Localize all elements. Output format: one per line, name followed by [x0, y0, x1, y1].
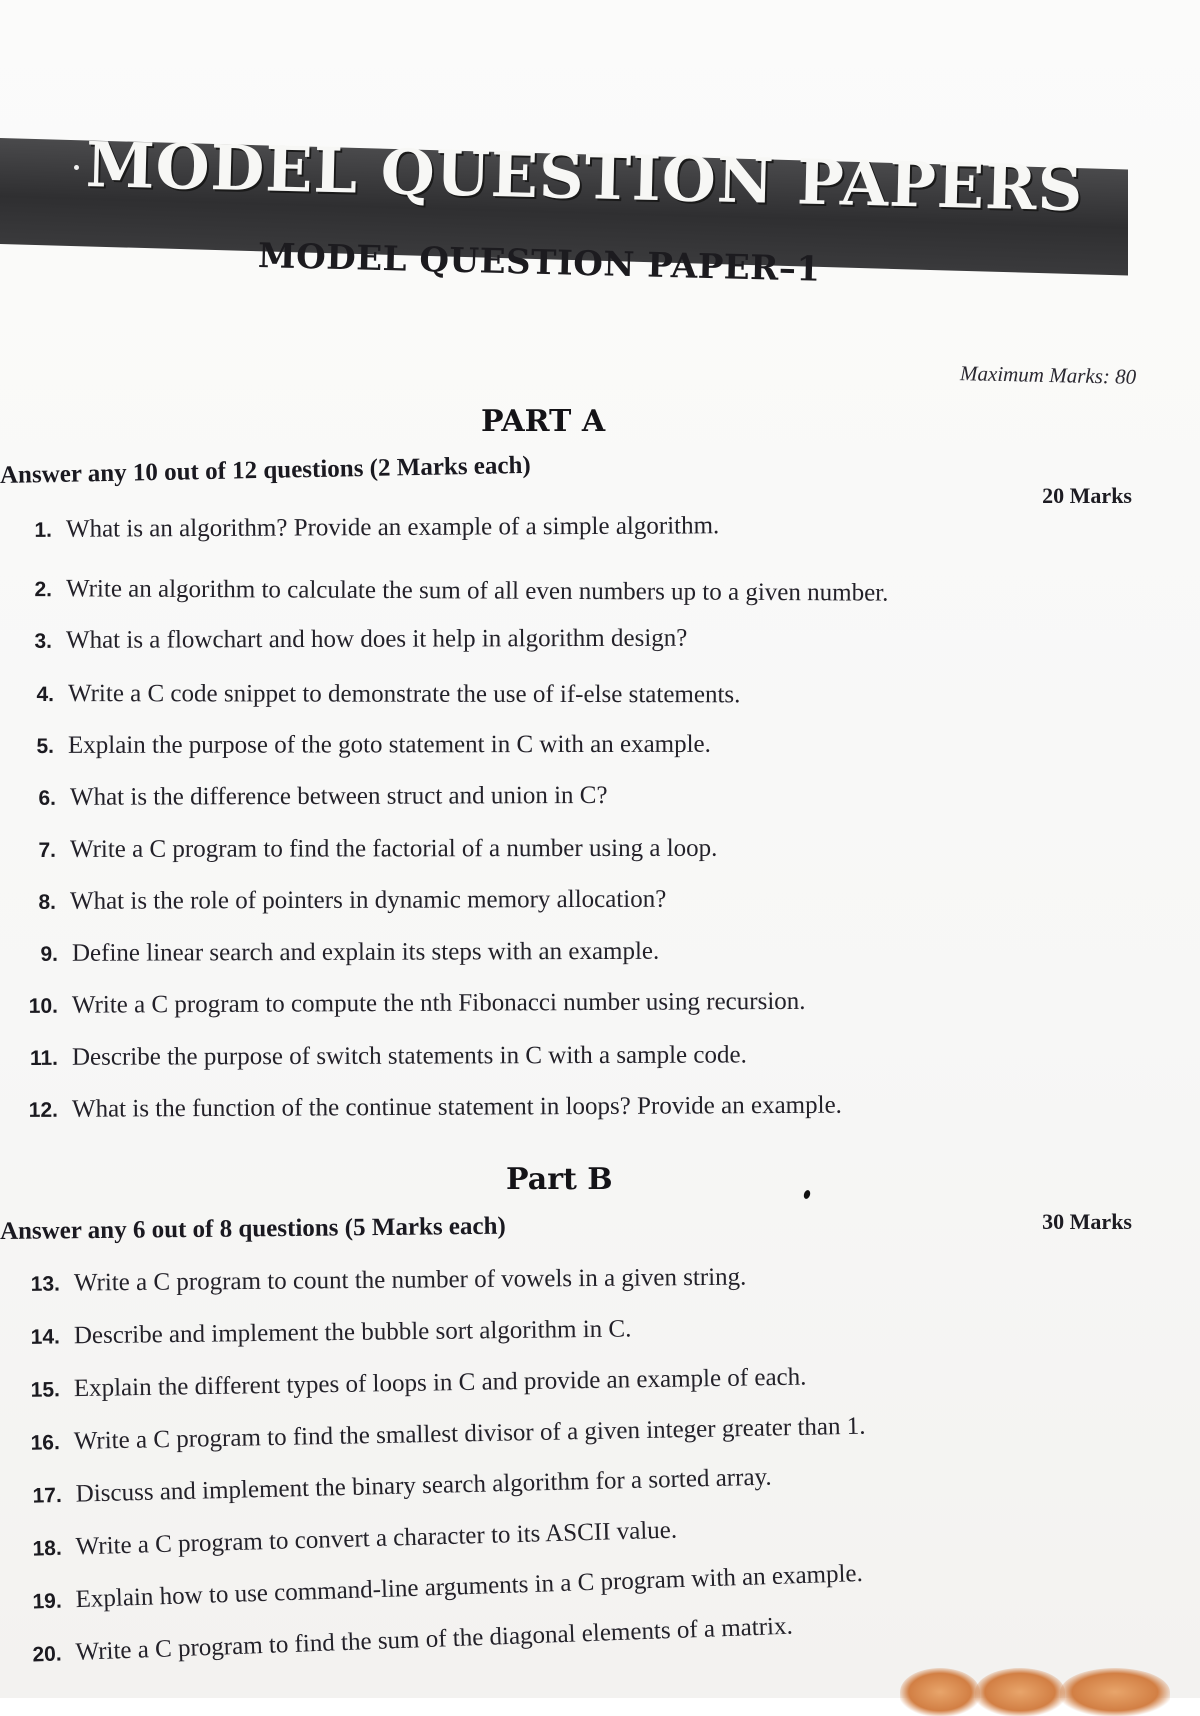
question-text: Write a C program to convert a character to its ASCII value.	[75, 1516, 678, 1561]
question-item	[8, 626, 1108, 670]
question-item	[12, 783, 1112, 827]
part-b-marks: 30 Marks	[1042, 1209, 1132, 1234]
banner-title: MODEL QUESTION PAPERS	[85, 128, 1085, 226]
question-text: Write a C code snippet to demonstrate the use of if-else statements.	[67, 680, 741, 709]
question-item	[12, 834, 1112, 879]
question-item	[14, 939, 1114, 983]
ink-speck	[803, 1189, 812, 1200]
finger-shadow	[900, 1668, 980, 1716]
question-number: 1.	[34, 518, 53, 542]
question-text: Describe the purpose of switch statements in C with a sample code.	[71, 1041, 747, 1071]
part-a-heading: PART A	[481, 404, 606, 439]
question-number: 9.	[40, 942, 59, 966]
question-number: 8.	[38, 890, 57, 914]
question-number: 13.	[30, 1272, 61, 1296]
question-number: 10.	[28, 994, 59, 1018]
question-number: 19.	[32, 1589, 63, 1614]
question-number: 4.	[36, 683, 55, 707]
question-item	[8, 513, 1108, 559]
question-item	[12, 887, 1112, 931]
part-b-instruction: Answer any 6 out of 8 questions (5 Marks each)	[0, 1212, 506, 1245]
question-text: What is an algorithm? Provide an example of a simple algorithm.	[65, 512, 720, 543]
question-text: Write a C program to find the smallest divisor of a given integer greater than 1.	[73, 1412, 866, 1455]
question-number: 3.	[34, 629, 53, 653]
question-text: Explain how to use command-line arguments in a C program with an example.	[75, 1559, 864, 1614]
question-number: 20.	[32, 1642, 63, 1667]
question-number: 6.	[38, 786, 57, 810]
question-number: 11.	[29, 1046, 59, 1070]
maximum-marks: Maximum Marks: 80	[959, 361, 1137, 389]
question-text: What is the role of pointers in dynamic memory allocation?	[69, 885, 667, 915]
question-text: Write a C program to find the factorial of a number using a loop.	[69, 834, 718, 863]
question-item	[16, 1313, 1116, 1366]
question-item	[14, 1043, 1114, 1087]
question-number: 12.	[28, 1098, 59, 1122]
question-number: 5.	[36, 734, 55, 758]
paper-title: MODEL QUESTION PAPER–1	[257, 236, 822, 290]
question-text: Write a C program to count the number of vowels in a given string.	[73, 1263, 747, 1297]
question-item	[10, 680, 1110, 725]
question-text: Write a C program to find the sum of the diagonal elements of a matrix.	[75, 1612, 794, 1666]
question-number: 15.	[30, 1378, 61, 1402]
question-text: Write a C program to compute the nth Fibonacci number using recursion.	[71, 987, 806, 1019]
question-item	[16, 1263, 1116, 1313]
question-item	[8, 575, 1108, 624]
banner-dot	[74, 165, 79, 170]
finger-shadow	[975, 1668, 1065, 1716]
question-text: Explain the different types of loops in C and provide an example of each.	[73, 1363, 807, 1403]
question-item	[16, 1362, 1116, 1419]
question-number: 7.	[38, 838, 57, 862]
question-text: Write an algorithm to calculate the sum of all even numbers up to a given number.	[65, 575, 889, 607]
question-number: 2.	[34, 578, 53, 602]
question-item	[14, 989, 1114, 1035]
question-text: What is the function of the continue statement in loops? Provide an example.	[71, 1091, 842, 1123]
part-a-instruction: Answer any 10 out of 12 questions (2 Marks each)	[0, 451, 531, 489]
question-text: Define linear search and explain its steps with an example.	[71, 937, 660, 967]
finger-shadow	[1060, 1668, 1170, 1716]
question-text: Explain the purpose of the goto statement in C with an example.	[67, 730, 711, 759]
question-number: 14.	[30, 1325, 61, 1349]
question-text: Discuss and implement the binary search algorithm for a sorted array.	[75, 1463, 772, 1508]
question-text: What is the difference between struct and union in C?	[69, 781, 608, 811]
question-item	[10, 730, 1110, 775]
question-number: 18.	[32, 1536, 63, 1561]
part-b-heading: Part B	[506, 1162, 613, 1197]
part-a-marks: 20 Marks	[1042, 483, 1132, 508]
question-item	[14, 1093, 1114, 1139]
question-number: 17.	[32, 1483, 63, 1508]
question-text: Describe and implement the bubble sort algorithm in C.	[73, 1315, 632, 1350]
question-number: 16.	[30, 1431, 61, 1455]
question-text: What is a flowchart and how does it help in algorithm design?	[65, 624, 688, 654]
